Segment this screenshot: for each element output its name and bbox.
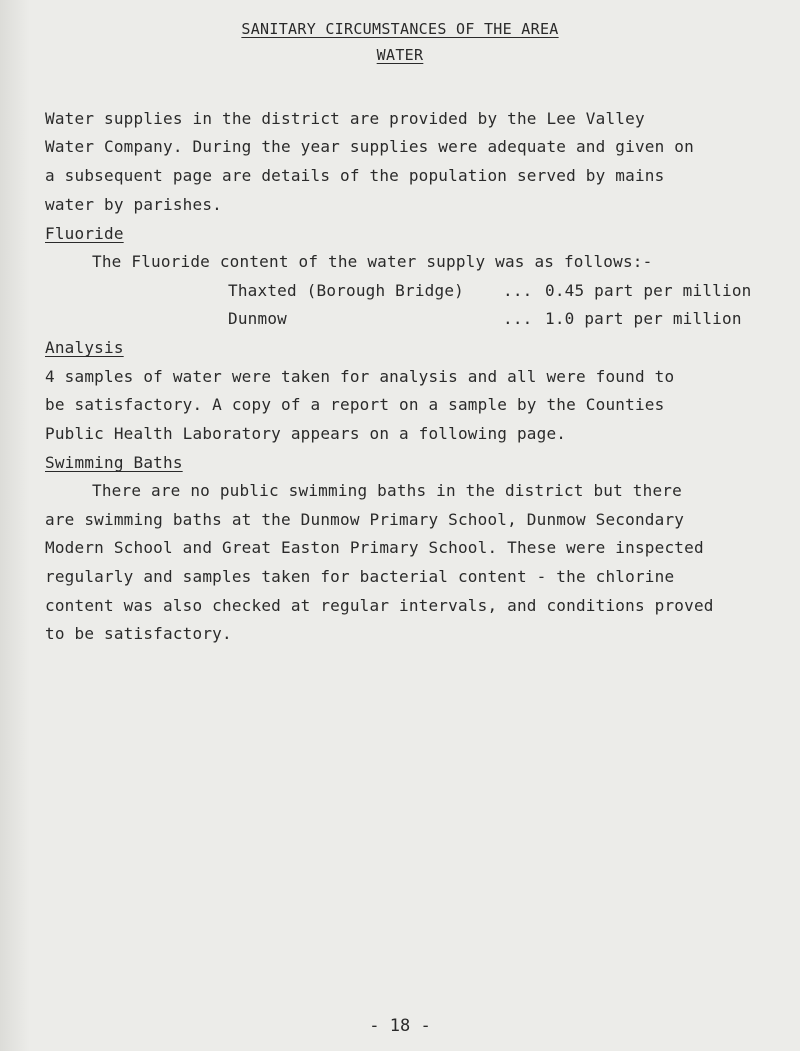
fluoride-row-place: Dunmow	[228, 309, 287, 328]
analysis-paragraph-line-3: Public Health Laboratory appears on a following page.	[45, 424, 567, 443]
water-paragraph-line-1: Water supplies in the district are provided by the Lee Valley	[45, 109, 645, 128]
page-edge-shadow	[0, 0, 30, 1051]
swimming-paragraph-line-2: are swimming baths at the Dunmow Primary School, Dunmow Secondary	[45, 510, 685, 529]
water-paragraph-line-3: a subsequent page are details of the population served by mains	[45, 166, 665, 185]
analysis-heading: Analysis	[45, 338, 124, 357]
fluoride-row-value: 0.45 part per million	[545, 281, 752, 300]
fluoride-row-value: 1.0 part per million	[545, 309, 742, 328]
swimming-paragraph-line-4: regularly and samples taken for bacterial content - the chlorine	[45, 567, 675, 586]
analysis-paragraph-line-2: be satisfactory. A copy of a report on a sample by the Counties	[45, 395, 665, 414]
swimming-paragraph-line-1: There are no public swimming baths in the district but there	[92, 481, 682, 500]
swimming-paragraph-line-3: Modern School and Great Easton Primary School. These were inspected	[45, 538, 704, 557]
fluoride-intro: The Fluoride content of the water supply was as follows:-	[92, 252, 653, 271]
fluoride-row-dots: ...	[503, 309, 533, 328]
swimming-paragraph-line-6: to be satisfactory.	[45, 624, 232, 643]
water-paragraph-line-4: water by parishes.	[45, 195, 222, 214]
swimming-heading: Swimming Baths	[45, 453, 183, 472]
water-paragraph-line-2: Water Company. During the year supplies were adequate and given on	[45, 137, 694, 156]
swimming-paragraph-line-5: content was also checked at regular intervals, and conditions proved	[45, 596, 714, 615]
page-title: SANITARY CIRCUMSTANCES OF THE AREA	[241, 20, 559, 38]
page-number: - 18 -	[369, 1016, 431, 1036]
analysis-paragraph-line-1: 4 samples of water were taken for analysis and all were found to	[45, 367, 675, 386]
fluoride-row-place: Thaxted (Borough Bridge)	[228, 281, 464, 300]
fluoride-heading: Fluoride	[45, 224, 124, 243]
section-heading-water: WATER	[376, 46, 424, 64]
fluoride-row-dots: ...	[503, 281, 533, 300]
